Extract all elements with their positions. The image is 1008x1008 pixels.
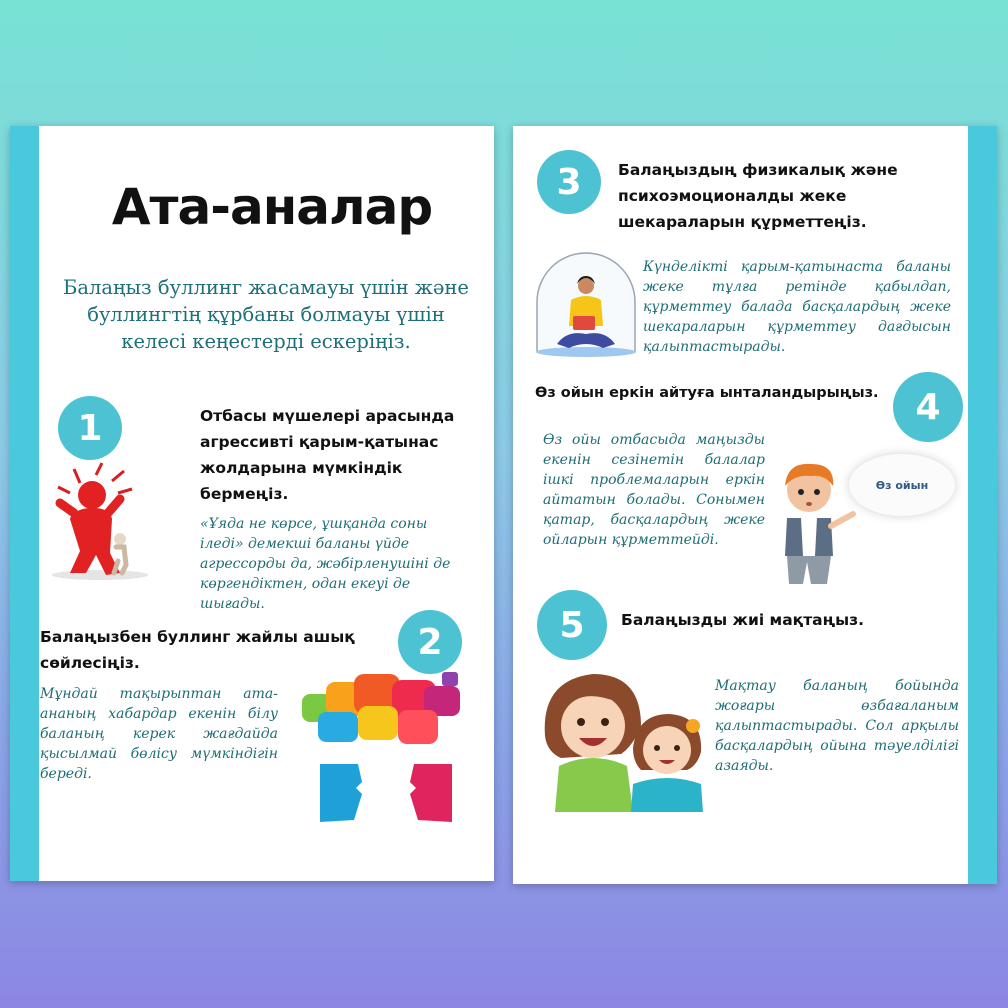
tip-5-text: Мақтау баланың бойында жоғары өзбағаланым қалыптастырады. Сол арқылы басқалардың ойына тәуелділігі азаяды. <box>715 678 959 774</box>
left-page-stripe <box>10 126 39 881</box>
tip-4-text: Өз ойы отбасыда маңызды екенін сезінетін балалар ішкі проблемаларын еркін айтатын болады. Сонымен қатар, басқалардың жеке ойларын құрметтейді. <box>543 432 765 548</box>
tip-3-heading: Балаңыздың физикалық және психоэмоционалды жеке шекараларын құрметтеңіз. <box>618 161 898 231</box>
right-page-stripe <box>968 126 997 884</box>
tip-4-number: 4 <box>893 372 963 442</box>
tip-1-text: «Ұяда не көрсе, ұшқанда соны іледі» демекші баланы үйде агрессорды да, жәбірленушіні де көргендіктен, одан екеуі де шығады. <box>200 516 451 612</box>
intro-text: Балаңыз буллинг жасамауы үшін және буллингтің құрбаны болмауы үшін келесі кеңестерді ескеріңіз. <box>63 276 469 353</box>
speech-bubble: Өз ойын <box>849 454 955 516</box>
tip-5-heading: Балаңызды жиі мақтаңыз. <box>621 611 865 629</box>
tip-3-number: 3 <box>537 150 601 214</box>
speech-bubbles-icon <box>296 672 476 832</box>
tip-2-heading: Балаңызбен буллинг жайлы ашық сөйлесіңіз. <box>40 628 355 672</box>
talking-boy-icon <box>771 456 861 591</box>
mother-daughter-icon <box>537 666 717 814</box>
tip-1-number: 1 <box>58 396 122 460</box>
tip-1-heading: Отбасы мүшелері арасында агрессивті қарым-қатынас жолдарына мүмкіндік бермеңіз. <box>200 407 455 503</box>
left-page <box>10 126 494 881</box>
angry-figure-icon <box>40 461 150 581</box>
tip-5-number: 5 <box>537 590 607 660</box>
tip-4-heading: Өз ойын еркін айтуға ынталандырыңыз. <box>535 385 879 401</box>
person-under-dome-icon <box>533 252 639 358</box>
page-title: Ата-аналар <box>111 178 433 236</box>
tip-2-text: Мұндай тақырыптан ата-ананың хабардар екенін білу баланың керек жағдайда қысылмай бөлісу мүмкіндігін береді. <box>40 686 278 782</box>
tip-3-text: Күнделікті қарым-қатынаста баланы жеке тұлға ретінде қабылдап, құрметтеу балада басқалардың жеке шекараларын құрметтеу дағдысын қалыптастырады. <box>643 259 951 355</box>
right-page <box>513 126 997 884</box>
tip-2-number: 2 <box>398 610 462 674</box>
